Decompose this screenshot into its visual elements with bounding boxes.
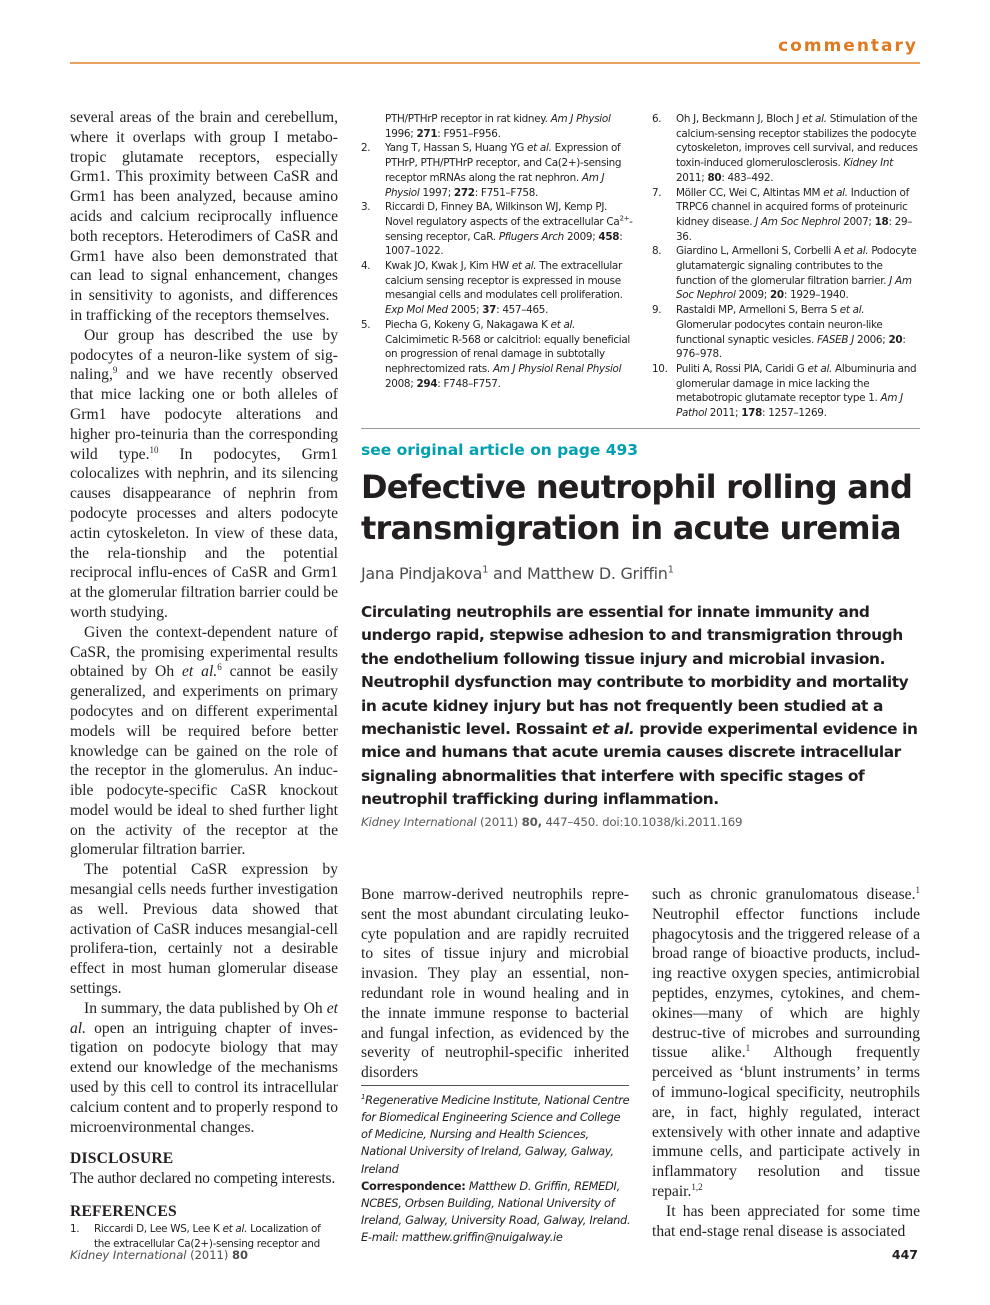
page-number: 447 xyxy=(891,1247,918,1262)
reference-item: 5. Piecha G, Kokeny G, Nakagawa K et al. Calcimimetic R-568 or calcitriol: equally beneficial on progression of renal damage in subtotally nephrectomized rats. Am J Physiol Renal Physiol 2008; 294: F748–F757. xyxy=(361,318,631,390)
left-paragraph-4: The potential CaSR expression by mesangial cells needs further investigation as well. Previous data showed that activation of CaSR induces mesangial-cell prolifera-tion, certainly not a desirable effect in most human glomerular disease settings. xyxy=(70,861,338,998)
author-name: Matthew D. Griffin xyxy=(526,564,668,583)
references-heading: REFERENCES xyxy=(70,1203,177,1221)
references-middle xyxy=(361,112,633,391)
reference-list-left xyxy=(70,1222,338,1251)
body-paragraph: such as chronic granulomatous disease.$^1$ Neutrophil effector functions include phagocytosis and the triggered release of a broad range of bioactive products, includ-ing reactive oxygen species, antimicrobial peptides, enzymes, cytokines, and chem-okines—many of which are highly destruc-tive of microbes and surrounding tissue alike.$^1$ Although frequently perceived as ‘blunt instruments’ in terms of immuno-logical specificity, neutrophils are, in fact, highly regulated, interact extensively with other innate and adaptive immune cells, and participate actively in inflammatory resolution and tissue repair.$^{1,2}$ xyxy=(652,884,920,1200)
left-paragraph-2: Our group has described the use by podocytes of a neuron-like system of sig-naling,$^9$ and we have recently observed that mice lacking one or both alleles of Grm1 have podocyte alterations and higher pro-teinuria than the corresponding wild type.$^{10}$ In podocytes, Grm1 colocalizes with nephrin, and its silencing causes disappearance of nephrin from podocyte processes and alters podocyte actin cytoskeleton. In view of these data, the rela-tionship and the potential reciprocal influ-ences of CaSR and Grm1 at the glomerular filtration barrier could be worth studying. xyxy=(70,326,338,621)
header-rule xyxy=(70,62,920,64)
body-paragraph: Bone marrow-derived neutrophils repre-sent the most abundant circulating leuko-cyte population and are rapidly recruited to sites of tissue injury and microbial invasion. They play an essential, non-redundant role in wound healing and in the innate immune response to bacterial and fungal infection, as evidenced by the severity of neutrophil-specific inherited disorders xyxy=(361,886,629,1082)
disclosure-text: The author declared no competing interests. xyxy=(70,1170,336,1188)
article-title: Defective neutrophil rolling and transmigration in acute uremia xyxy=(361,468,913,547)
see-original-link[interactable]: see original article on page 493 xyxy=(361,441,639,459)
left-paragraph-1: several areas of the brain and cerebellum, where it overlaps with group I metabo-tropic glutamate receptors, especially Grm1. This proximity between CaSR and Grm1 has been analyzed, because amino acids and calcium reciprocally influence both receptors. Heterodimers of CaSR and Grm1 have also been demonstrated that can lead to signal enhancement, changes in sensitivity to agonists, and differences in trafficking of the receptors themselves. xyxy=(70,109,338,324)
left-paragraph-5: In summary, the data published by Oh et al. open an intriguing chapter of inves-tigation on podocyte biology that may extend our knowledge of the mechanisms used by this cell to control its intracellular calcium content and to properly respond to microenvironmental changes. xyxy=(70,999,338,1136)
citation-sup: 9 xyxy=(112,365,118,376)
left-column xyxy=(70,108,338,1251)
reference-item: 9. Rastaldi MP, Armelloni S, Berra S et al. Glomerular podocytes contain neuron-like functional synaptic vesicles. FASEB J 2006; 20: 976–978. xyxy=(652,304,906,361)
reference-item: 6. Oh J, Beckmann J, Bloch J et al. Stimulation of the calcium-sensing receptor stabilizes the podocyte cytoskeleton, improves cell survival, and reduces toxin-induced glomerulosclerosis. Kidney Int 2011; 80: 483–492. xyxy=(652,113,918,184)
citation-sup: 10 xyxy=(149,444,159,455)
article-citation: Kidney International (2011) 80, 447–450. doi:10.1038/ki.2011.169 xyxy=(361,815,743,829)
citation-sup: 6 xyxy=(217,662,222,673)
reference-list-right xyxy=(652,112,920,421)
author-name: Jana Pindjakova xyxy=(361,564,483,583)
references-right xyxy=(652,112,920,421)
reference-item: PTH/PTHrP receptor in rat kidney. Am J Physiol 1996; 271: F951–F956. xyxy=(385,113,611,140)
left-paragraph-3: Given the context-dependent nature of CaSR, the promising experimental results obtained by Oh et al.$^6$ cannot be easily generalized, and experiments on primary podocytes and on different experimental models will be required before better knowledge can be gained on the role of the receptor in the glomerulus. An induc-ible podocyte-specific CaSR knockout model would be ideal to shed further light on the activity of the receptor at the glomerular filtration barrier. xyxy=(70,623,338,859)
reference-item: 3. Riccardi D, Finney BA, Wilkinson WJ, Kemp PJ. Novel regulatory aspects of the extracellular $Ca^{2+}$-sensing receptor, CaR. Pflugers Arch 2009; 458: 1007–1022. xyxy=(361,201,633,258)
affiliation-note: $^1$Regenerative Medicine Institute, National Centre for Biomedical Engineering Science and College of Medicine, Nursing and Health Sciences, National University of Ireland, Galway, Galway, Ireland Correspondence: Matthew D. Griffin, REMEDI, NCBES, Orbsen Building, National University of Ireland, Galway, University Road, Galway, Ireland. E-mail: matthew.griffin@nuigalway.ie xyxy=(361,1092,631,1245)
reference-item: 8. Giardino L, Armelloni S, Corbelli A et al. Podocyte glutamatergic signaling contributes to the function of the glomerular filtration barrier. J Am Soc Nephrol 2009; 20: 1929–1940. xyxy=(652,245,917,302)
body-paragraph: It has been appreciated for some time that end-stage renal disease is associated xyxy=(652,1202,920,1240)
reference-list-middle xyxy=(361,112,633,391)
body-column-right xyxy=(652,885,920,1241)
footer-journal: Kidney International (2011) 80 xyxy=(70,1248,249,1262)
reference-item: 7. Möller CC, Wei C, Altintas MM et al. Induction of TRPC6 channel in acquired forms of proteinuric kidney disease. J Am Soc Nephrol 2007; 18: 29–36. xyxy=(652,186,913,243)
affiliation-rule xyxy=(361,1085,629,1086)
abstract: Circulating neutrophils are essential for innate immunity and undergo rapid, stepwise adhesion to and transmigration through the endothelium following tissue injury and microbial invasion. Neutrophil dysfunction may contribute to morbidity and mortality in acute kidney injury but has not frequently been studied at a mechanistic level. Rossaint et al. provide experimental evidence in mice and humans that acute uremia causes discrete intracellular signaling abnormalities that interfere with specific stages of neutrophil trafficking during inflammation. xyxy=(361,603,918,809)
reference-item: 10. Puliti A, Rossi PIA, Caridi G et al. Albuminuria and glomerular damage in mice lacking the metabotropic glutamate receptor type 1. Am J Pathol 2011; 178: 1257–1269. xyxy=(652,362,917,420)
section-divider xyxy=(361,428,920,429)
reference-item: 1. Riccardi D, Lee WS, Lee K et al. Localization of the extracellular Ca(2+)-sensing receptor and xyxy=(70,1222,321,1250)
reference-item: 4. Kwak JO, Kwak J, Kim HW et al. The extracellular calcium sensing receptor is expressed in mouse mesangial cells and modulates cell proliferation. Exp Mol Med 2005; 37: 457–465. xyxy=(361,260,623,317)
reference-item: 2. Yang T, Hassan S, Huang YG et al. Expression of PTHrP, PTH/PTHrP receptor, and Ca(2+)-sensing receptor mRNAs along the rat nephron. Am J Physiol 1997; 272: F751–F758. xyxy=(361,142,622,199)
author-line: Jana Pindjakova$^1$ and Matthew D. Griffin$^1$ xyxy=(361,564,674,583)
disclosure-heading: DISCLOSURE xyxy=(70,1150,174,1168)
section-label: commentary xyxy=(778,36,918,56)
body-column-middle xyxy=(361,885,629,1083)
